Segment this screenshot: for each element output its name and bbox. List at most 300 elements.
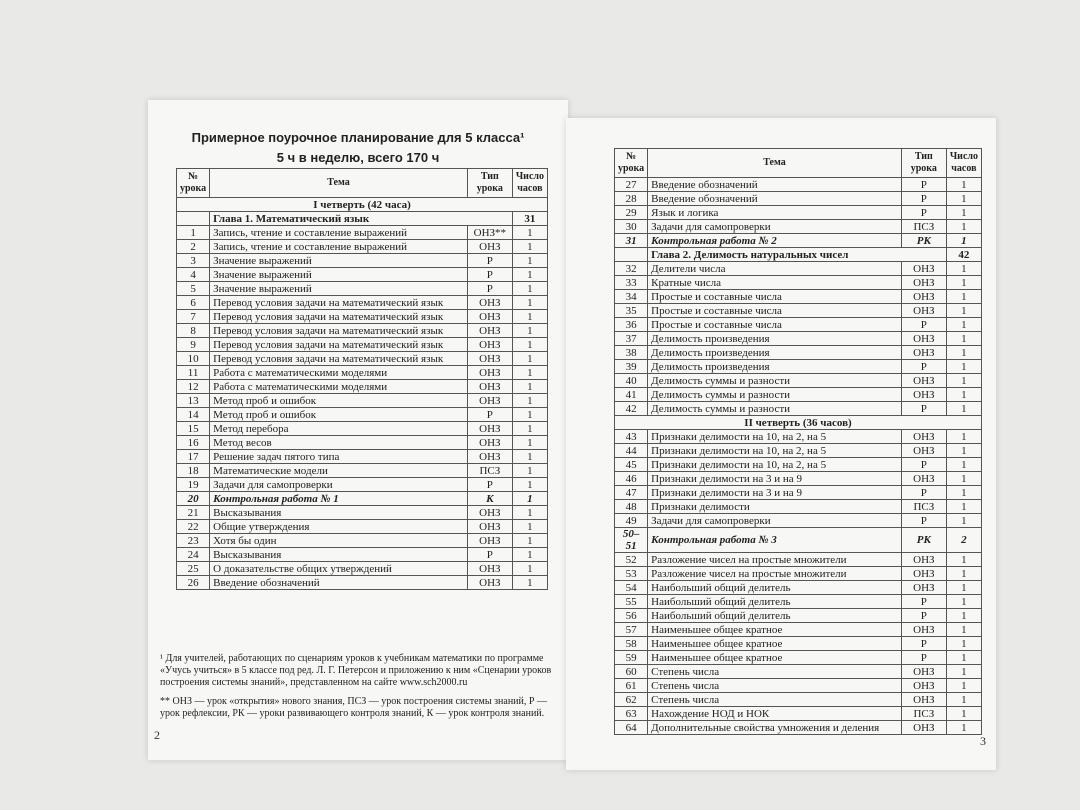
lesson-topic: Степень числа: [648, 679, 902, 693]
lesson-topic: Работа с математическими моделями: [210, 366, 468, 380]
table-row: [615, 679, 982, 693]
header-type: Тип урока: [901, 149, 946, 178]
lesson-number: 36: [615, 318, 648, 332]
lesson-topic: Разложение чисел на простые множители: [648, 567, 902, 581]
lesson-topic: Математические модели: [210, 464, 468, 478]
lesson-hours: 1: [512, 436, 547, 450]
lesson-hours: 1: [512, 506, 547, 520]
lesson-hours: 1: [946, 388, 981, 402]
lesson-number: 39: [615, 360, 648, 374]
lesson-type: Р: [901, 486, 946, 500]
lesson-type: Р: [901, 514, 946, 528]
lesson-type: Р: [901, 458, 946, 472]
chapter-row: [177, 212, 548, 226]
lesson-hours: 1: [512, 296, 547, 310]
lesson-number: 57: [615, 623, 648, 637]
table-row: [615, 651, 982, 665]
lesson-topic: Делимость произведения: [648, 360, 902, 374]
lesson-number: 63: [615, 707, 648, 721]
table-row: [615, 332, 982, 346]
table-row: [177, 422, 548, 436]
lesson-topic: Запись, чтение и составление выражений: [210, 226, 468, 240]
lesson-topic: Высказывания: [210, 506, 468, 520]
lesson-type: Р: [901, 651, 946, 665]
table-header-row: [177, 169, 548, 198]
lesson-number: 5: [177, 282, 210, 296]
lesson-type: Р: [467, 268, 512, 282]
table-row: [615, 721, 982, 735]
page-subtitle: 5 ч в неделю, всего 170 ч: [276, 150, 440, 165]
header-number: № урока: [177, 169, 210, 198]
lesson-hours: 1: [946, 707, 981, 721]
lesson-topic: Перевод условия задачи на математический язык: [210, 310, 468, 324]
lesson-number: 35: [615, 304, 648, 318]
table-row: [177, 380, 548, 394]
lesson-hours: 1: [946, 444, 981, 458]
table-row: [615, 514, 982, 528]
lesson-topic: Кратные числа: [648, 276, 902, 290]
lesson-type: ОНЗ: [467, 562, 512, 576]
header-hours: Число часов: [512, 169, 547, 198]
lesson-type: Р: [901, 360, 946, 374]
lesson-number: 23: [177, 534, 210, 548]
lesson-number: 34: [615, 290, 648, 304]
lesson-hours: 1: [946, 290, 981, 304]
lesson-hours: 1: [946, 665, 981, 679]
lesson-type: Р: [901, 192, 946, 206]
lesson-hours: 1: [512, 548, 547, 562]
lesson-number: 42: [615, 402, 648, 416]
lesson-hours: 1: [946, 346, 981, 360]
lesson-topic: Введение обозначений: [648, 178, 902, 192]
lesson-topic: Введение обозначений: [648, 192, 902, 206]
lesson-hours: 1: [946, 192, 981, 206]
lesson-hours: 1: [512, 338, 547, 352]
lesson-type: ОНЗ: [901, 276, 946, 290]
lesson-number: 28: [615, 192, 648, 206]
lesson-type: ОНЗ: [901, 472, 946, 486]
table-row: [177, 282, 548, 296]
lesson-type: ПСЗ: [901, 500, 946, 514]
lesson-hours: 1: [946, 304, 981, 318]
left-page: [148, 100, 568, 760]
lesson-number: 32: [615, 262, 648, 276]
header-topic: Тема: [210, 169, 468, 198]
lesson-hours: 2: [946, 528, 981, 553]
table-row: [177, 492, 548, 506]
lesson-number: 17: [177, 450, 210, 464]
lesson-type: ОНЗ: [901, 388, 946, 402]
lesson-hours: 1: [946, 458, 981, 472]
lesson-topic: Наименьшее общее кратное: [648, 623, 902, 637]
lesson-type: ОНЗ: [901, 553, 946, 567]
lesson-hours: 1: [512, 226, 547, 240]
table-row: [615, 360, 982, 374]
lesson-type: ОНЗ: [901, 693, 946, 707]
lesson-hours: 1: [946, 430, 981, 444]
chapter-hours: 31: [512, 212, 547, 226]
lesson-topic: Признаки делимости на 3 и на 9: [648, 472, 902, 486]
table-row: [615, 402, 982, 416]
quarter-row: [177, 198, 548, 212]
lesson-topic: Нахождение НОД и НОК: [648, 707, 902, 721]
lesson-number: 46: [615, 472, 648, 486]
lesson-hours: 1: [946, 500, 981, 514]
lesson-number: 53: [615, 567, 648, 581]
lesson-topic: Наибольший общий делитель: [648, 581, 902, 595]
lesson-type: К: [467, 492, 512, 506]
footnote-2: ** ОНЗ — урок «открытия» нового знания, ПСЗ — урок построения системы знаний, Р — урок рефлексии, РК — уроки развивающего контроля знаний, К — урок контроля знаний.: [160, 696, 547, 719]
table-row: [615, 290, 982, 304]
lesson-number: 41: [615, 388, 648, 402]
lesson-type: ОНЗ: [467, 240, 512, 254]
lesson-topic: Делимость произведения: [648, 332, 902, 346]
lesson-hours: 1: [512, 268, 547, 282]
lesson-type: Р: [901, 637, 946, 651]
lesson-topic: Введение обозначений: [210, 576, 468, 590]
table-row: [615, 346, 982, 360]
table-row: [177, 576, 548, 590]
table-row: [615, 234, 982, 248]
lesson-type: ОНЗ: [901, 444, 946, 458]
lesson-hours: 1: [946, 623, 981, 637]
lesson-type: ОНЗ: [901, 290, 946, 304]
lesson-hours: 1: [512, 282, 547, 296]
lesson-hours: 1: [946, 262, 981, 276]
lesson-type: ОНЗ: [467, 576, 512, 590]
lesson-number: 11: [177, 366, 210, 380]
lesson-topic: Делители числа: [648, 262, 902, 276]
lesson-topic: Признаки делимости: [648, 500, 902, 514]
lesson-topic: Степень числа: [648, 693, 902, 707]
lesson-number: 29: [615, 206, 648, 220]
lesson-type: Р: [901, 595, 946, 609]
table-row: [615, 609, 982, 623]
lesson-type: Р: [467, 282, 512, 296]
lesson-hours: 1: [512, 534, 547, 548]
lesson-topic: Наибольший общий делитель: [648, 609, 902, 623]
lesson-number: 8: [177, 324, 210, 338]
lesson-hours: 1: [512, 450, 547, 464]
lesson-hours: 1: [512, 352, 547, 366]
lesson-hours: 1: [512, 254, 547, 268]
lesson-type: Р: [901, 206, 946, 220]
lesson-type: Р: [901, 178, 946, 192]
lesson-number: 49: [615, 514, 648, 528]
lesson-number: 62: [615, 693, 648, 707]
lesson-topic: О доказательстве общих утверждений: [210, 562, 468, 576]
lesson-topic: Метод проб и ошибок: [210, 394, 468, 408]
table-row: [177, 562, 548, 576]
header-topic: Тема: [648, 149, 902, 178]
lesson-number: 9: [177, 338, 210, 352]
lesson-type: ОНЗ: [901, 262, 946, 276]
table-row: [615, 567, 982, 581]
lesson-topic: Метод проб и ошибок: [210, 408, 468, 422]
lesson-hours: 1: [946, 679, 981, 693]
lesson-topic: Степень числа: [648, 665, 902, 679]
lesson-number: 12: [177, 380, 210, 394]
lesson-type: Р: [467, 408, 512, 422]
table-row: [615, 262, 982, 276]
lesson-number: 21: [177, 506, 210, 520]
lesson-type: ОНЗ: [901, 679, 946, 693]
lesson-number: 4: [177, 268, 210, 282]
lesson-topic: Наименьшее общее кратное: [648, 651, 902, 665]
lesson-topic: Высказывания: [210, 548, 468, 562]
lesson-topic: Перевод условия задачи на математический язык: [210, 324, 468, 338]
lesson-number: 30: [615, 220, 648, 234]
lesson-topic: Значение выражений: [210, 282, 468, 296]
lesson-type: ОНЗ: [467, 296, 512, 310]
table-row: [615, 430, 982, 444]
lesson-type: ОНЗ: [901, 304, 946, 318]
lesson-type: ОНЗ: [467, 310, 512, 324]
lesson-type: ПСЗ: [467, 464, 512, 478]
lesson-hours: 1: [946, 595, 981, 609]
lesson-type: ОНЗ: [467, 534, 512, 548]
lesson-number: 18: [177, 464, 210, 478]
lesson-hours: 1: [512, 394, 547, 408]
quarter-row: [615, 416, 982, 430]
lesson-hours: 1: [946, 206, 981, 220]
lesson-topic: Задачи для самопроверки: [648, 220, 902, 234]
lesson-topic: Наибольший общий делитель: [648, 595, 902, 609]
lesson-type: ОНЗ**: [467, 226, 512, 240]
lesson-number: 20: [177, 492, 210, 506]
right-page: [566, 118, 996, 770]
lesson-type: РК: [901, 528, 946, 553]
lesson-hours: 1: [946, 651, 981, 665]
lesson-hours: 1: [512, 380, 547, 394]
lesson-number: 45: [615, 458, 648, 472]
lesson-hours: 1: [946, 332, 981, 346]
lesson-number: 56: [615, 609, 648, 623]
lesson-topic: Контрольная работа № 3: [648, 528, 902, 553]
table-row: [177, 436, 548, 450]
lesson-number: 61: [615, 679, 648, 693]
lesson-number: 24: [177, 548, 210, 562]
lesson-type: ОНЗ: [901, 623, 946, 637]
lesson-hours: 1: [946, 567, 981, 581]
lesson-topic: Дополнительные свойства умножения и деления: [648, 721, 902, 735]
lesson-topic: Делимость суммы и разности: [648, 388, 902, 402]
table-row: [615, 500, 982, 514]
lesson-type: ОНЗ: [901, 665, 946, 679]
lesson-number: 7: [177, 310, 210, 324]
lesson-hours: 1: [946, 472, 981, 486]
lesson-topic: Простые и составные числа: [648, 304, 902, 318]
lesson-type: ОНЗ: [467, 352, 512, 366]
lesson-number: 1: [177, 226, 210, 240]
lesson-hours: 1: [946, 609, 981, 623]
table-row: [615, 486, 982, 500]
lesson-type: ОНЗ: [467, 380, 512, 394]
lesson-topic: Метод перебора: [210, 422, 468, 436]
lesson-topic: Простые и составные числа: [648, 318, 902, 332]
lesson-number: 19: [177, 478, 210, 492]
lesson-type: ОНЗ: [467, 394, 512, 408]
chapter-hours: 42: [946, 248, 981, 262]
lesson-number: 58: [615, 637, 648, 651]
lesson-hours: 1: [946, 581, 981, 595]
lesson-number: 16: [177, 436, 210, 450]
table-row: [177, 450, 548, 464]
page-title: Примерное поурочное планирование для 5 класса¹: [191, 130, 525, 145]
table-row: [177, 296, 548, 310]
footnote-1: ¹ Для учителей, работающих по сценариям уроков к учебникам математики по программе «Учусь учиться» в 5 классе под ред. Л. Г. Петерсон и приложению к ним «Сценарии уроков построения системы знаний», представленном на сайте www.sch2000.ru: [160, 653, 552, 688]
lesson-type: РК: [901, 234, 946, 248]
lesson-hours: 1: [946, 553, 981, 567]
lesson-hours: 1: [512, 240, 547, 254]
table-row: [615, 304, 982, 318]
table-row: [615, 388, 982, 402]
table-row: [615, 637, 982, 651]
lesson-topic: Признаки делимости на 3 и на 9: [648, 486, 902, 500]
chapter-number-cell: [177, 212, 210, 226]
lesson-type: Р: [467, 548, 512, 562]
lesson-plan-table-left: [176, 168, 548, 590]
lesson-hours: 1: [512, 464, 547, 478]
lesson-hours: 1: [946, 234, 981, 248]
lesson-plan-table-right: [614, 148, 982, 735]
table-row: [177, 506, 548, 520]
table-row: [615, 318, 982, 332]
lesson-number: 52: [615, 553, 648, 567]
lesson-type: ОНЗ: [901, 374, 946, 388]
lesson-type: ОНЗ: [467, 366, 512, 380]
lesson-number: 50–51: [615, 528, 648, 553]
lesson-type: ОНЗ: [467, 324, 512, 338]
lesson-type: ОНЗ: [467, 436, 512, 450]
lesson-number: 33: [615, 276, 648, 290]
table-row: [177, 366, 548, 380]
lesson-type: ОНЗ: [467, 422, 512, 436]
quarter-label: I четверть (42 часа): [177, 198, 548, 212]
lesson-type: Р: [901, 402, 946, 416]
table-row: [177, 338, 548, 352]
lesson-number: 15: [177, 422, 210, 436]
chapter-row: [615, 248, 982, 262]
table-row: [615, 707, 982, 721]
lesson-number: 38: [615, 346, 648, 360]
lesson-hours: 1: [512, 324, 547, 338]
table-row: [177, 478, 548, 492]
lesson-number: 54: [615, 581, 648, 595]
lesson-number: 27: [615, 178, 648, 192]
table-row: [177, 352, 548, 366]
table-row: [177, 534, 548, 548]
table-row: [177, 394, 548, 408]
table-row: [615, 276, 982, 290]
header-hours: Число часов: [946, 149, 981, 178]
table-row: [177, 254, 548, 268]
chapter-name: Глава 1. Математический язык: [210, 212, 513, 226]
lesson-number: 6: [177, 296, 210, 310]
table-row: [177, 226, 548, 240]
lesson-hours: 1: [946, 318, 981, 332]
lesson-number: 10: [177, 352, 210, 366]
table-row: [615, 206, 982, 220]
lesson-hours: 1: [946, 637, 981, 651]
lesson-type: ПСЗ: [901, 707, 946, 721]
lesson-topic: Задачи для самопроверки: [210, 478, 468, 492]
lesson-topic: Запись, чтение и составление выражений: [210, 240, 468, 254]
lesson-number: 64: [615, 721, 648, 735]
lesson-hours: 1: [512, 366, 547, 380]
lesson-hours: 1: [512, 492, 547, 506]
table-row: [615, 192, 982, 206]
page-number: 3: [980, 734, 986, 748]
lesson-number: 31: [615, 234, 648, 248]
lesson-topic: Делимость суммы и разности: [648, 374, 902, 388]
quarter-label: II четверть (36 часов): [615, 416, 982, 430]
lesson-type: Р: [467, 478, 512, 492]
lesson-type: ОНЗ: [901, 430, 946, 444]
lesson-topic: Язык и логика: [648, 206, 902, 220]
lesson-number: 22: [177, 520, 210, 534]
lesson-number: 13: [177, 394, 210, 408]
lesson-topic: Контрольная работа № 2: [648, 234, 902, 248]
lesson-topic: Перевод условия задачи на математический язык: [210, 352, 468, 366]
table-row: [615, 444, 982, 458]
lesson-number: 44: [615, 444, 648, 458]
lesson-number: 43: [615, 430, 648, 444]
lesson-hours: 1: [946, 360, 981, 374]
lesson-number: 60: [615, 665, 648, 679]
table-row: [615, 553, 982, 567]
lesson-hours: 1: [512, 576, 547, 590]
table-row: [177, 408, 548, 422]
lesson-type: ОНЗ: [467, 338, 512, 352]
lesson-topic: Делимость произведения: [648, 346, 902, 360]
lesson-type: Р: [901, 609, 946, 623]
table-row: [615, 374, 982, 388]
lesson-number: 48: [615, 500, 648, 514]
lesson-hours: 1: [946, 220, 981, 234]
lesson-hours: 1: [512, 562, 547, 576]
page-number: 2: [154, 728, 160, 742]
lesson-topic: Работа с математическими моделями: [210, 380, 468, 394]
lesson-hours: 1: [512, 422, 547, 436]
lesson-type: ПСЗ: [901, 220, 946, 234]
lesson-hours: 1: [946, 402, 981, 416]
table-row: [177, 520, 548, 534]
table-row: [615, 528, 982, 553]
lesson-hours: 1: [946, 514, 981, 528]
lesson-type: ОНЗ: [467, 450, 512, 464]
lesson-type: Р: [901, 318, 946, 332]
lesson-topic: Признаки делимости на 10, на 2, на 5: [648, 458, 902, 472]
table-row: [615, 623, 982, 637]
lesson-type: ОНЗ: [467, 520, 512, 534]
table-row: [177, 310, 548, 324]
lesson-hours: 1: [946, 276, 981, 290]
lesson-number: 14: [177, 408, 210, 422]
lesson-number: 47: [615, 486, 648, 500]
lesson-type: ОНЗ: [467, 506, 512, 520]
lesson-topic: Признаки делимости на 10, на 2, на 5: [648, 430, 902, 444]
lesson-topic: Задачи для самопроверки: [648, 514, 902, 528]
table-row: [615, 220, 982, 234]
lesson-topic: Хотя бы один: [210, 534, 468, 548]
table-row: [615, 581, 982, 595]
lesson-topic: Контрольная работа № 1: [210, 492, 468, 506]
lesson-topic: Значение выражений: [210, 254, 468, 268]
header-type: Тип урока: [467, 169, 512, 198]
lesson-hours: 1: [946, 178, 981, 192]
table-row: [615, 472, 982, 486]
